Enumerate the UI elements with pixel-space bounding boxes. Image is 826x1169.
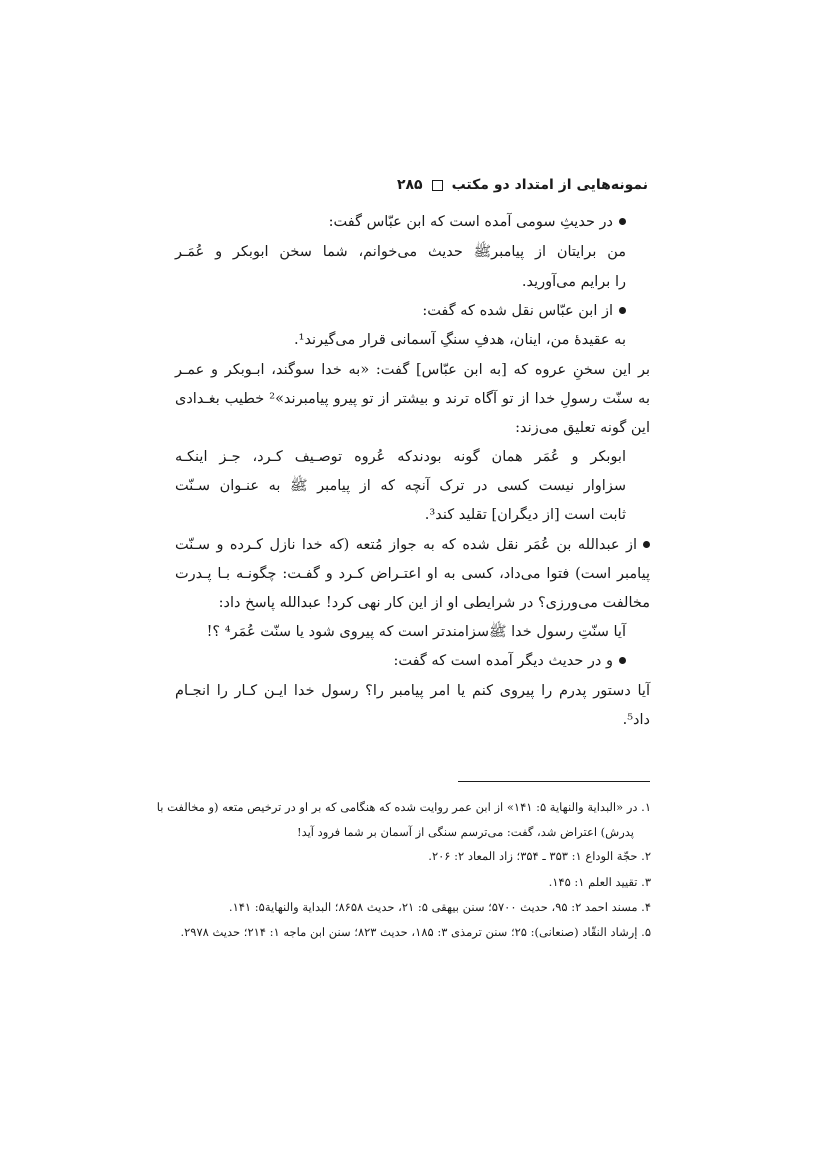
footnote-2: ۲. حجّة الوداع ۱: ۳۵۳ ـ ۳۵۴؛ زاد المعاد ۲: ۲۰۶.	[428, 849, 651, 863]
text-line: و در حدیث دیگر آمده است که گفت:	[393, 647, 626, 675]
quote-line: داد⁵.	[622, 712, 650, 728]
footnote-3: ۳. تقیید العلم ۱: ۱۴۵.	[548, 875, 651, 889]
text-line: به سنّت رسولِ خدا از تو آگاه ترند و بیشتر از تو پیرو پیامبرند»² خطیب بغـدادی	[175, 391, 650, 407]
text-line: بر این سخنِ عروه که [به ابن عبّاس] گفت: «به خدا سوگند، ابـوبکر و عمـر	[175, 362, 650, 378]
text-line: پیامبر است) فتوا می‌داد، کسی به او اعتـراض کـرد و گفـت: چگونـه بـا پـدرت	[175, 566, 650, 582]
bullet-icon	[619, 657, 626, 664]
text-line: از ابن عبّاس نقل شده که گفت:	[422, 297, 626, 325]
square-ornament-icon	[432, 180, 443, 191]
text-line: این گونه تعلیق می‌زند:	[515, 420, 650, 436]
quote-line: ثابت است [از دیگران] تقلید کند³.	[424, 507, 626, 523]
footnote-5: ۵. إرشاد النقّاد (صنعانی): ۲۵؛ سنن ترمذی ۳: ۱۸۵، حدیث ۸۲۳؛ سنن ابن ماجه ۱: ۲۱۴؛ حدیث ۲۹۷۸.	[180, 925, 651, 939]
footnote-1: ۱. در «البدایة والنهایة ۵: ۱۴۱» از ابن عمر روایت شده که هنگامی که بر او در ترخیص متعه (و مخالفت با	[156, 800, 651, 814]
running-header	[178, 173, 648, 197]
text-line: از عبدالله بن عُمَر نقل شده که به جواز مُتعه (که خدا نازل کـرده و سـنّت	[175, 531, 650, 559]
bullet-icon	[643, 541, 650, 548]
footnote-separator	[458, 781, 650, 782]
quote-line: به عقیدهٔ من، اینان، هدفِ سنگِ آسمانی قرار می‌گیرند¹.	[294, 332, 626, 348]
quote-line: آیا دستور پدرم را پیروی کنم یا امر پیامبر را؟ رسول خدا ایـن کـار را انجـام	[175, 683, 650, 699]
bullet-icon	[619, 307, 626, 314]
quote-line: آیا سنّتِ رسول خدا ﷺسزامندتر است که پیروی شود یا سنّت عُمَر⁴ ؟!	[206, 624, 626, 640]
footnote-1-continued: پدرش) اعتراض شد، گفت: می‌ترسم سنگی از آسمان بر شما فرود آید!	[296, 825, 634, 839]
quote-line: ابوبکر و عُمَر همان گونه بودندکه عُروه توصـیف کـرد، جـز اینکـه	[175, 449, 626, 465]
header-title: نمونه‌هایی از امتداد دو مکتب	[451, 177, 648, 193]
page-number: ۲۸۵	[396, 177, 423, 193]
text-line: در حدیثِ سومی آمده است که ابن عبّاس گفت:	[329, 208, 626, 236]
bullet-icon	[619, 218, 626, 225]
quote-line: من برایتان از پیامبرﷺ حدیث می‌خوانم، شما سخن ابوبکر و عُمَـر	[175, 244, 626, 260]
text-line: مخالفت می‌ورزی؟ در شرایطی او از این کار نهی کرد! عبدالله پاسخ داد:	[218, 595, 650, 611]
quote-line: را برایم می‌آورید.	[521, 274, 626, 290]
quote-line: سزاوار نیست کسی در ترک آنچه که از پیامبر ﷺ به عنـوان سـنّت	[175, 478, 626, 494]
footnote-4: ۴. مسند احمد ۲: ۹۵، حدیث ۵۷۰۰؛ سنن بیهقی ۵: ۲۱، حدیث ۸۶۵۸؛ البدایة والنهایة۵: ۱۴۱.	[228, 900, 651, 914]
